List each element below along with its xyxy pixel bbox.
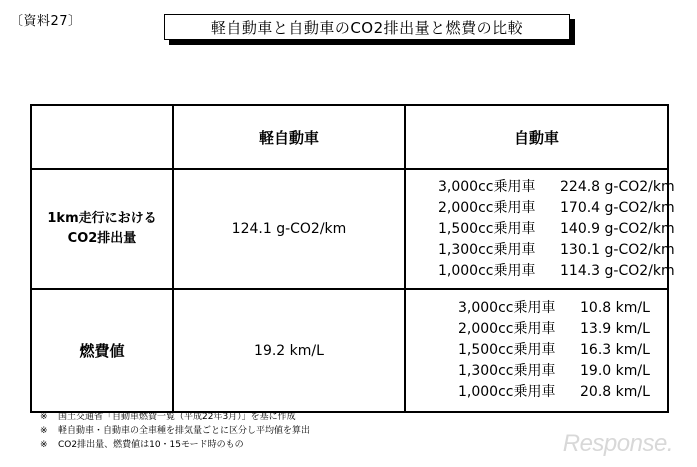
co2-value: 114.3 g-CO2/km: [560, 262, 675, 279]
document-title: 軽自動車と自動車のCO2排出量と燃費の比較: [164, 14, 570, 40]
co2-value: 224.8 g-CO2/km: [560, 178, 675, 195]
car-co2-list: [405, 169, 675, 289]
header-car: 自動車: [405, 105, 668, 169]
note-mark: ※: [40, 412, 48, 422]
car-fuel-list: [405, 289, 668, 412]
list-item: [438, 261, 675, 282]
engine-class: 1,000cc乗用車: [458, 384, 556, 400]
engine-class: 2,000cc乗用車: [438, 199, 536, 216]
co2-value: 130.1 g-CO2/km: [560, 241, 675, 258]
engine-class: 3,000cc乗用車: [458, 300, 556, 316]
document-label: 〔資料27〕: [10, 14, 82, 29]
list-item: [438, 177, 675, 198]
footnote: [40, 438, 310, 452]
co2-value: 170.4 g-CO2/km: [560, 199, 675, 216]
engine-class: 2,000cc乗用車: [458, 321, 556, 337]
kei-fuel-value: 19.2 km/L: [173, 289, 405, 412]
engine-class: 1,300cc乗用車: [438, 241, 536, 258]
engine-class: 1,500cc乗用車: [458, 342, 556, 358]
row-label-line: 1km走行における: [47, 211, 157, 226]
engine-class: 1,300cc乗用車: [458, 363, 556, 379]
list-item: [458, 319, 667, 340]
response-watermark-logo: Response.: [562, 430, 673, 457]
title-frame: [164, 14, 576, 46]
note-text: 国土交通省「自動車燃費一覧（平成22年3月）」を基に作成: [58, 412, 296, 422]
list-item: [458, 361, 667, 382]
row-label-line: CO2排出量: [67, 231, 137, 246]
note-mark: ※: [40, 426, 48, 436]
row-label-fuel: [31, 289, 173, 412]
table-row-fuel: [31, 289, 668, 412]
list-item: [458, 382, 667, 403]
row-label-co2: [31, 169, 173, 289]
note-mark: ※: [40, 440, 48, 450]
engine-class: 3,000cc乗用車: [438, 178, 536, 195]
fuel-value: 20.8 km/L: [580, 384, 650, 400]
fuel-value: 19.0 km/L: [580, 363, 650, 379]
note-text: CO2排出量、燃費値は10・15モード時のもの: [58, 440, 244, 450]
table-row-co2: [31, 169, 668, 289]
note-text: 軽自動車・自動車の全車種を排気量ごとに区分し平均値を算出: [58, 426, 311, 436]
row-label-line: 燃費値: [79, 341, 125, 360]
co2-value: 140.9 g-CO2/km: [560, 220, 675, 237]
engine-class: 1,500cc乗用車: [438, 220, 536, 237]
kei-co2-value: 124.1 g-CO2/km: [173, 169, 405, 289]
footnotes: [40, 410, 310, 452]
list-item: [458, 298, 667, 319]
table-header-row: [31, 105, 668, 169]
list-item: [438, 219, 675, 240]
fuel-value: 10.8 km/L: [580, 300, 650, 316]
fuel-value: 16.3 km/L: [580, 342, 650, 358]
header-empty-cell: [31, 105, 173, 169]
engine-class: 1,000cc乗用車: [438, 262, 536, 279]
list-item: [458, 340, 667, 361]
comparison-table: [30, 104, 675, 413]
fuel-value: 13.9 km/L: [580, 321, 650, 337]
footnote: [40, 410, 310, 424]
list-item: [438, 198, 675, 219]
list-item: [438, 240, 675, 261]
header-kei-car: 軽自動車: [173, 105, 405, 169]
footnote: [40, 424, 310, 438]
